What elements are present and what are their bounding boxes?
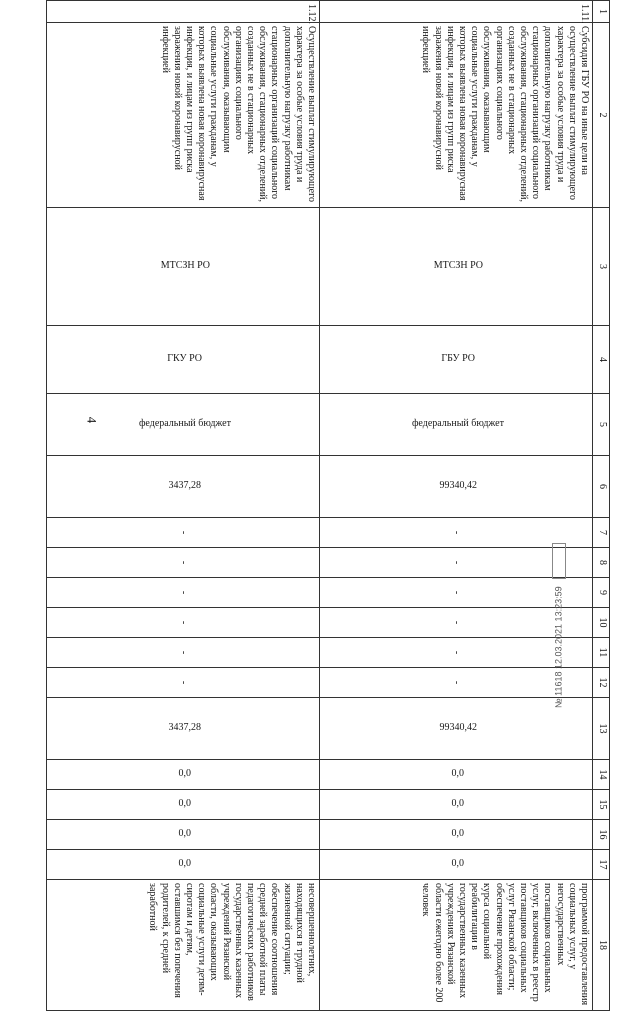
ministry-cell: [320, 208, 593, 326]
ministry: МТСЗН РО: [160, 260, 210, 272]
year-cell: [320, 820, 593, 850]
year-amount: 0,0: [178, 828, 192, 840]
row-number: 1.12.: [47, 1, 320, 23]
year-cell: [320, 850, 593, 880]
year-cell: [320, 790, 593, 820]
funding-source: федеральный бюджет: [139, 418, 232, 430]
year-cell: [47, 850, 320, 880]
year-cell: [47, 790, 320, 820]
year-cell: -: [47, 638, 320, 668]
executor: ГБУ РО: [441, 353, 475, 365]
measure-name: Субсидия ГБУ РО на иные цели на осуществление выплат стимулирующего характера за особые условия труда и дополнительную нагрузку работникам стационарных организаций социального обслуживания, стационарных отделений, созданных не в стационарных организациях социального обслуживания, оказывающим социальные услуги гражданам, у которых выявлена новая коронавирусная инфекция, и лицам из групп риска заражения новой коронавирусной инфекцией: [320, 23, 593, 208]
table-row: [47, 1, 320, 1011]
col-num: 6: [593, 456, 610, 518]
year-cell: -: [320, 638, 593, 668]
total-amount: 3437,28: [168, 480, 202, 492]
total-amount: 99340,42: [439, 480, 477, 492]
expected-result: программой предоставления социальных услуг, у негосударственных поставщиков социальных услуг, включенных в реестр поставщиков социальных услуг Рязанской области; обеспечение прохождения курса социальной реабилитации в государственных казенных учреждениях Рязанской области ежегодно более 200 человек: [320, 880, 593, 1011]
year-cell: -: [47, 548, 320, 578]
year-cell: -: [47, 668, 320, 698]
ministry-cell: [47, 208, 320, 326]
col-num: 8: [593, 548, 610, 578]
year-amount: 0,0: [178, 798, 192, 810]
col-num: 10: [593, 608, 610, 638]
col-num: 12: [593, 668, 610, 698]
col-num: 2: [593, 23, 610, 208]
col-num: 11: [593, 638, 610, 668]
year-amount: 0,0: [451, 798, 465, 810]
year-cell: [320, 760, 593, 790]
year-cell: -: [320, 578, 593, 608]
expected-result: несовершеннолетних, находящихся в трудной жизненной ситуации; обеспечение соотношения средней заработной платы педагогических работников государственных казенных учреждений Рязанской области, оказывающих социальные услуги детям-сиротам и детям, оставшимся без попечения родителей, к средней заработной: [47, 880, 320, 1011]
col-num: 18: [593, 880, 610, 1011]
col-num: 1: [593, 1, 610, 23]
col-num: 7: [593, 518, 610, 548]
year-cell: -: [320, 608, 593, 638]
column-number-row: [593, 1, 610, 1011]
col-num: 17: [593, 850, 610, 880]
year-cell: [47, 820, 320, 850]
col-num: 9: [593, 578, 610, 608]
source-cell: [47, 394, 320, 456]
col-num: 16: [593, 820, 610, 850]
funding-source: федеральный бюджет: [412, 418, 505, 430]
year-cell: [47, 698, 320, 760]
year-amount: 0,0: [451, 768, 465, 780]
executor-cell: [320, 326, 593, 394]
total-cell: [320, 456, 593, 518]
year-cell: -: [320, 668, 593, 698]
executor: ГКУ РО: [167, 353, 203, 365]
executor-cell: [47, 326, 320, 394]
total-cell: [47, 456, 320, 518]
year-cell: -: [320, 518, 593, 548]
col-num: 4: [593, 326, 610, 394]
document-registration-stamp: № 11618 12.03.2021 13:23:59: [553, 586, 564, 708]
rotated-table-wrapper: [50, 0, 610, 1010]
year-amount: 0,0: [178, 768, 192, 780]
year-amount: 99340,42: [439, 722, 477, 734]
measure-name: Осуществление выплат стимулирующего характера за особые условия труда и дополнительную нагрузку работникам стационарных организаций социального обслуживания, стационарных отделений, созданных не в стационарных организациях социального обслуживания, оказывающим социальные услуги гражданам, у которых выявлена новая коронавирусная инфекция, и лицам из групп риска заражения новой коронавирусной инфекцией: [47, 23, 320, 208]
year-amount: 0,0: [451, 858, 465, 870]
page-number: 4: [84, 416, 100, 424]
program-table: [46, 0, 610, 1011]
year-cell: -: [47, 518, 320, 548]
year-amount: 0,0: [451, 828, 465, 840]
table-row: [320, 1, 593, 1011]
year-amount: 0,0: [178, 858, 192, 870]
col-num: 5: [593, 394, 610, 456]
year-cell: -: [320, 548, 593, 578]
source-cell: [320, 394, 593, 456]
ministry: МТСЗН РО: [433, 260, 483, 272]
year-amount: 3437,28: [168, 722, 202, 734]
col-num: 3: [593, 208, 610, 326]
barcode-stamp: [552, 543, 566, 579]
year-cell: -: [47, 578, 320, 608]
row-number: 1.11.: [320, 1, 593, 23]
year-cell: -: [47, 608, 320, 638]
document-footer: [552, 543, 566, 708]
col-num: 15: [593, 790, 610, 820]
col-num: 13: [593, 698, 610, 760]
year-cell: [47, 760, 320, 790]
col-num: 14: [593, 760, 610, 790]
